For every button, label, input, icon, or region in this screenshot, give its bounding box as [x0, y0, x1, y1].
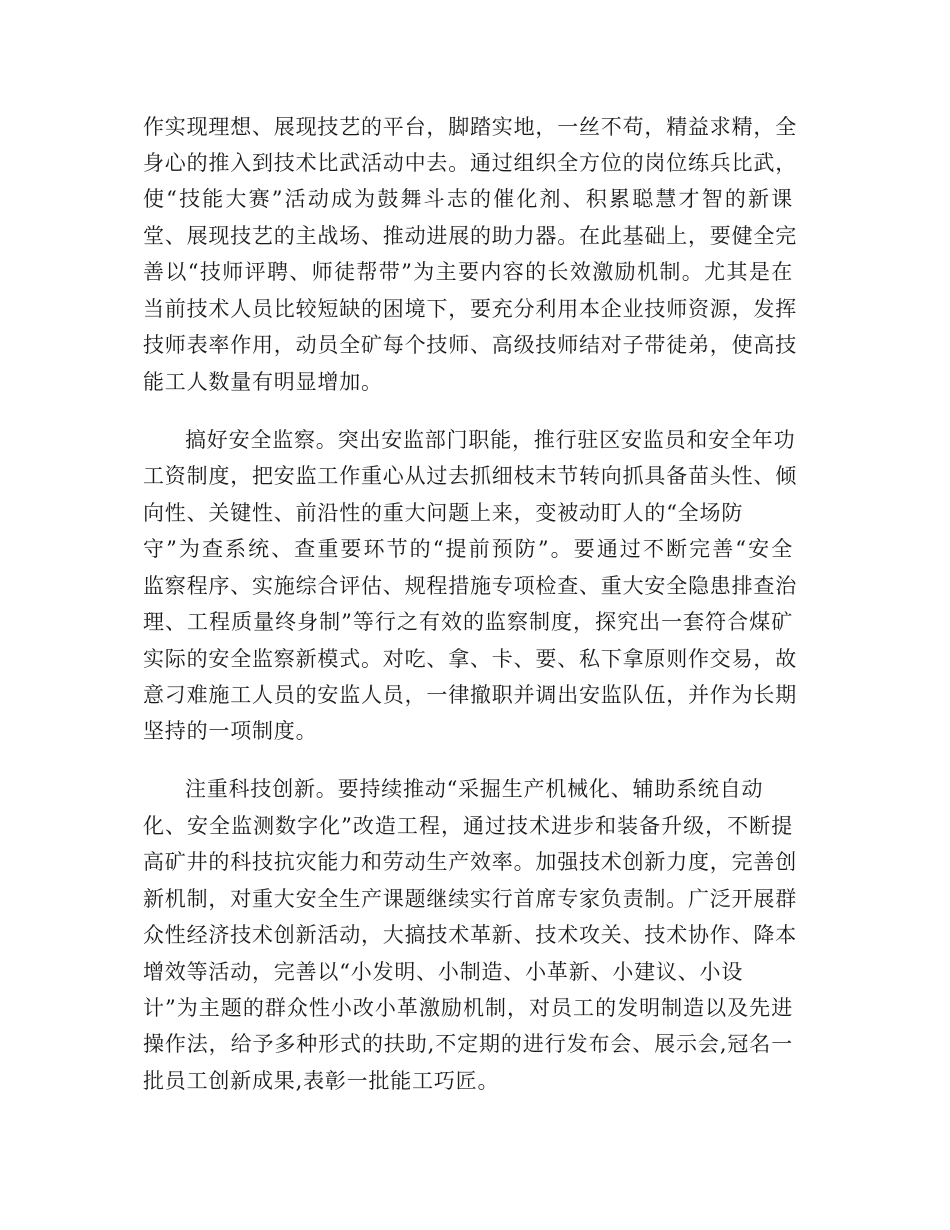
text-line: 新机制，对重大安全生产课题继续实行首席专家负责制。广泛开展群 [143, 887, 797, 911]
text-line: 搞好安全监察。突出安监部门职能，推行驻区安监员和安全年功 [185, 428, 796, 452]
text-line: 坚持的一项制度。 [143, 719, 318, 743]
text-line: 作实现理想、展现技艺的平台，脚踏实地，一丝不苟，精益求精，全 [143, 115, 797, 139]
text-line: 增效等活动，完善以“小发明、小制造、小革新、小建议、小设 [143, 960, 744, 984]
text-line: 能工人数量有明显增加。 [143, 370, 383, 394]
text-line: 批员工创新成果,表彰一批能工巧匠。 [143, 1069, 500, 1093]
text-line: 众性经济技术创新活动，大搞技术革新、技术攻关、技术协作、降本 [143, 923, 797, 947]
text-line: 守”为查系统、查重要环节的“提前预防”。要通过不断完善“安全 [143, 537, 793, 561]
text-line: 当前技术人员比较短缺的困境下，要充分利用本企业技师资源，发挥 [143, 297, 797, 321]
text-line: 实际的安全监察新模式。对吃、拿、卡、要、私下拿原则作交易，故 [143, 647, 797, 671]
text-line: 意刁难施工人员的安监人员，一律撤职并调出安监队伍，并作为长期 [143, 683, 797, 707]
text-line: 堂、展现技艺的主战场、推动进展的助力器。在此基础上，要健全完 [143, 224, 797, 248]
text-line: 身心的推入到技术比武活动中去。通过组织全方位的岗位练兵比武， [143, 151, 797, 175]
text-line: 计”为主题的群众性小改小革激励机制，对员工的发明制造以及先进 [143, 996, 793, 1020]
text-line: 技师表率作用，动员全矿每个技师、高级技师结对子带徒弟，使高技 [143, 333, 797, 357]
text-line: 高矿井的科技抗灾能力和劳动生产效率。加强技术创新力度，完善创 [143, 850, 797, 874]
text-line: 使“技能大赛”活动成为鼓舞斗志的催化剂、积累聪慧才智的新课 [143, 187, 793, 211]
text-line: 向性、关键性、前沿性的重大问题上来，变被动盯人的“全场防 [143, 501, 744, 525]
text-line: 注重科技创新。要持续推动“采掘生产机械化、辅助系统自动 [185, 777, 764, 801]
text-line: 操作法，给予多种形式的扶助,不定期的进行发布会、展示会,冠名一 [143, 1032, 793, 1056]
text-line: 监察程序、实施综合评估、规程措施专项检查、重大安全隐患排查治 [143, 574, 797, 598]
text-line: 化、安全监测数字化”改造工程，通过技术进步和装备升级，不断提 [143, 814, 793, 838]
text-line: 理、工程质量终身制”等行之有效的监察制度，探究出一套符合煤矿 [143, 610, 793, 634]
text-line: 工资制度，把安监工作重心从过去抓细枝末节转向抓具备苗头性、倾 [143, 464, 797, 488]
text-line: 善以“技师评聘、师徒帮带”为主要内容的长效激励机制。尤其是在 [143, 260, 793, 284]
